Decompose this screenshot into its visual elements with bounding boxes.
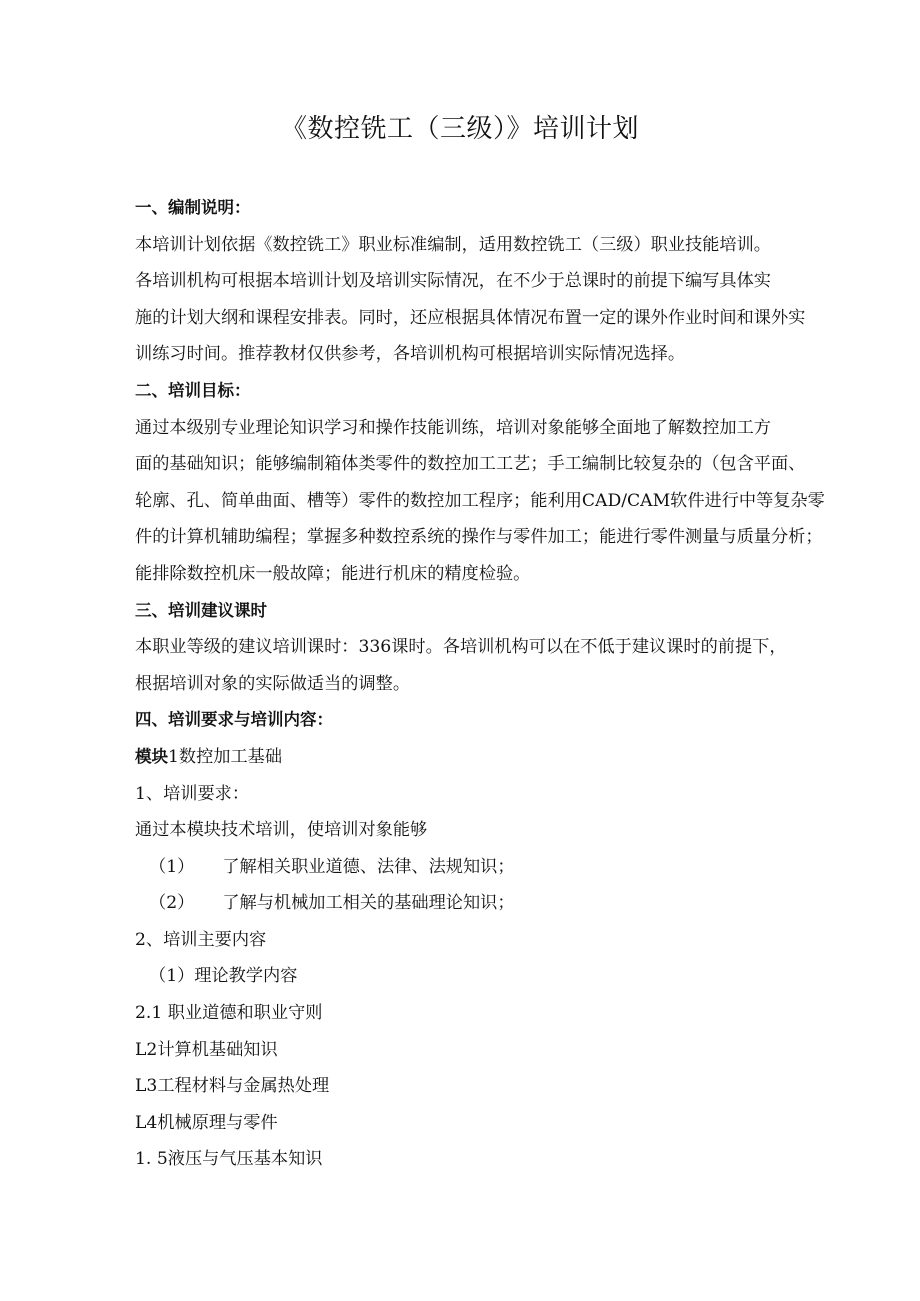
requirement-item <box>135 885 827 922</box>
module-name: 1数控加工基础 <box>168 746 283 767</box>
paragraph-line: 根据培训对象的实际做适当的调整。 <box>135 673 411 694</box>
paragraph-line: 本职业等级的建议培训课时：336课时。各培训机构可以在不低于建议课时的前提下， <box>135 637 787 658</box>
content-subtitle: （1）理论教学内容 <box>149 966 298 987</box>
requirement-number: （2） <box>149 893 195 914</box>
topic-item: L3工程材料与金属热处理 <box>135 1076 330 1097</box>
module-label: 模块 <box>135 746 168 766</box>
topic-item: L2计算机基础知识 <box>135 1039 278 1060</box>
section-heading-4: 四、培训要求与培训内容： <box>135 710 333 730</box>
requirement-item <box>135 849 827 886</box>
topic-item: 2.1 职业道德和职业守则 <box>135 1003 323 1024</box>
paragraph-line: 训练习时间。推荐教材仅供参考，各培训机构可根据培训实际情况选择。 <box>135 344 686 365</box>
paragraph-line: 本培训计划依据《数控铣工》职业标准编制，适用数控铣工（三级）职业技能培训。 <box>135 234 771 255</box>
paragraph-line: 通过本级别专业理论知识学习和操作技能训练，培训对象能够全面地了解数控加工方 <box>135 417 771 438</box>
paragraph-line: 面的基础知识；能够编制箱体类零件的数控加工工艺；手工编制比较复杂的（包含平面、 <box>135 454 806 475</box>
topic-item: 1. 5液压与气压基本知识 <box>135 1149 323 1170</box>
module-title <box>135 739 827 776</box>
paragraph-line: 能排除数控机床一般故障；能进行机床的精度检验。 <box>135 563 531 584</box>
content-title: 2、培训主要内容 <box>135 929 267 950</box>
section-heading-3: 三、培训建议课时 <box>135 600 267 620</box>
section-heading-1: 一、编制说明： <box>135 198 251 217</box>
requirement-text: 了解相关职业道德、法律、法规知识； <box>222 856 515 877</box>
section-heading-2: 二、培训目标： <box>135 380 251 400</box>
requirement-number: （1） <box>149 856 195 877</box>
topic-item: L4机械原理与零件 <box>135 1112 278 1133</box>
requirement-text: 了解与机械加工相关的基础理论知识； <box>222 893 515 914</box>
document-body <box>135 190 827 1178</box>
document-title: 《数控铣工（三级）》培训计划 <box>280 114 639 144</box>
paragraph-line: 轮廓、孔、简单曲面、槽等）零件的数控加工程序；能利用CAD/CAM软件进行中等复杂零 <box>135 490 825 511</box>
requirements-title: 1、培训要求： <box>135 783 250 804</box>
requirements-intro: 通过本模块技术培训，使培训对象能够 <box>135 820 428 841</box>
paragraph-line: 施的计划大纲和课程安排表。同时，还应根据具体情况布置一定的课外作业时间和课外实 <box>135 307 806 328</box>
paragraph-line: 件的计算机辅助编程；掌握多种数控系统的操作与零件加工；能进行零件测量与质量分析； <box>135 527 823 548</box>
paragraph-line: 各培训机构可根据本培训计划及培训实际情况，在不少于总课时的前提下编写具体实 <box>135 271 771 292</box>
